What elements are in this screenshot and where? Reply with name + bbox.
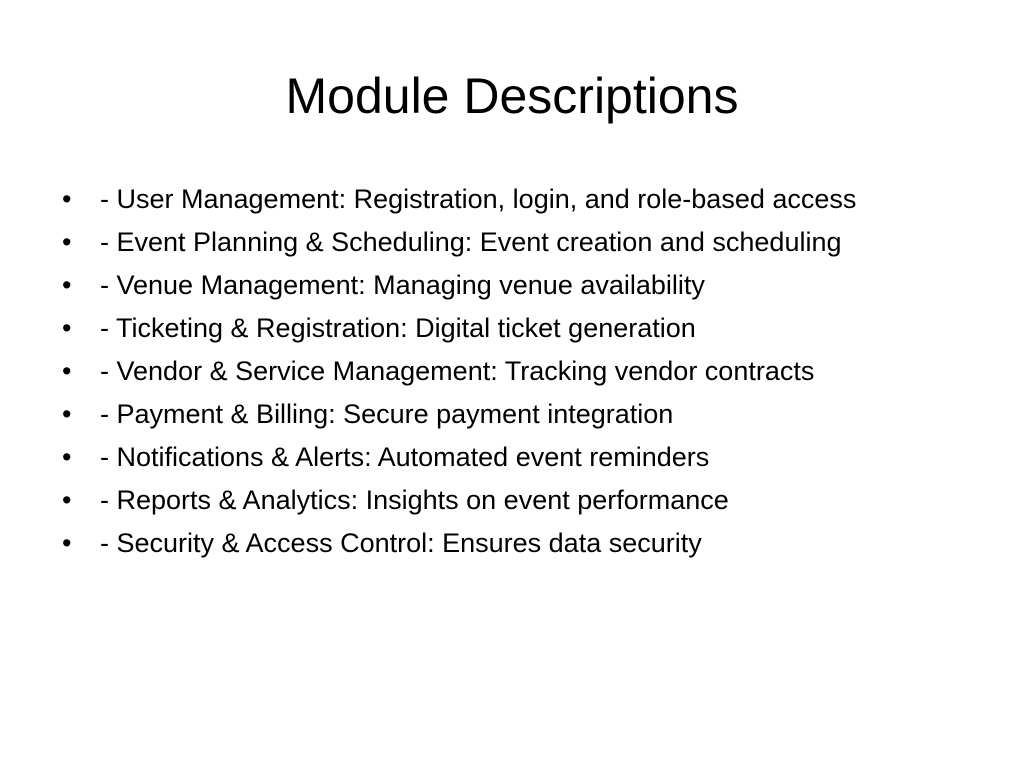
list-item-text: - Ticketing & Registration: Digital ticket generation bbox=[100, 313, 696, 343]
list-item bbox=[62, 268, 982, 302]
bullet-list bbox=[62, 182, 982, 569]
bullet-icon: • bbox=[62, 528, 72, 558]
list-item-text: - User Management: Registration, login, and role-based access bbox=[100, 184, 857, 214]
bullet-icon: • bbox=[62, 270, 72, 300]
list-item bbox=[62, 182, 982, 216]
list-item-text: - Payment & Billing: Secure payment integration bbox=[100, 399, 674, 429]
list-item-text: - Notifications & Alerts: Automated event reminders bbox=[100, 442, 710, 472]
bullet-icon: • bbox=[62, 356, 72, 386]
list-item bbox=[62, 526, 982, 560]
list-item bbox=[62, 311, 982, 345]
bullet-icon: • bbox=[62, 485, 72, 515]
list-item bbox=[62, 483, 982, 517]
list-item-text: - Event Planning & Scheduling: Event creation and scheduling bbox=[100, 227, 842, 257]
list-item bbox=[62, 397, 982, 431]
list-item-text: - Venue Management: Managing venue availability bbox=[100, 270, 705, 300]
slide-title: Module Descriptions bbox=[285, 68, 739, 124]
bullet-icon: • bbox=[62, 227, 72, 257]
list-item bbox=[62, 440, 982, 474]
bullet-icon: • bbox=[62, 313, 72, 343]
list-item bbox=[62, 354, 982, 388]
list-item-text: - Vendor & Service Management: Tracking vendor contracts bbox=[100, 356, 815, 386]
list-item-text: - Reports & Analytics: Insights on event performance bbox=[100, 485, 729, 515]
bullet-icon: • bbox=[62, 442, 72, 472]
bullet-icon: • bbox=[62, 184, 72, 214]
list-item-text: - Security & Access Control: Ensures data security bbox=[100, 528, 702, 558]
bullet-icon: • bbox=[62, 399, 72, 429]
list-item bbox=[62, 225, 982, 259]
